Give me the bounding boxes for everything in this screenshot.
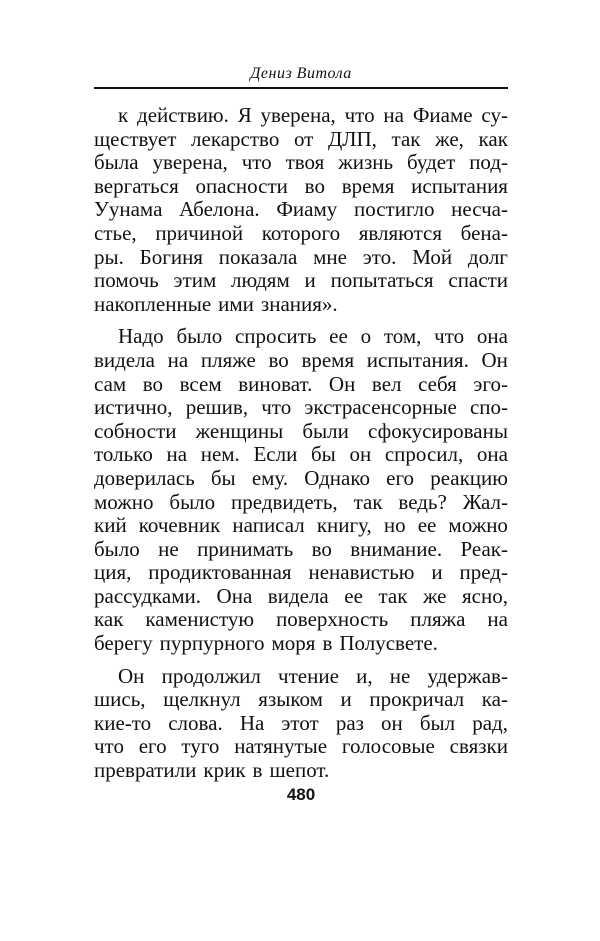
text-line: вергаться опасности во время испытания [94, 173, 508, 198]
text-line: шись, щелкнул языком и прокричал ка- [94, 687, 508, 712]
paragraph [94, 104, 508, 316]
text-line: собности женщины были сфокусированы [94, 418, 508, 443]
text-line: сам во всем виноват. Он вел себя эго- [94, 371, 508, 396]
text-line: ществует лекарство от ДЛП, так же, как [94, 126, 508, 151]
paragraph [94, 665, 508, 783]
text-line: превратили крик в шепот. [94, 758, 330, 783]
text-line: можно было предвидеть, так ведь? Жал- [94, 489, 508, 514]
text-line: доверилась бы ему. Однако его реакцию [94, 465, 508, 490]
text-line: кий кочевник написал книгу, но ее можно [94, 513, 508, 538]
text-line: помочь этим людям и попытаться спасти [94, 268, 508, 293]
text-line: истично, решив, что экстрасенсорные спо- [94, 395, 508, 420]
text-line: была уверена, что твоя жизнь будет под- [94, 150, 508, 175]
text-line: было не принимать во внимание. Реак- [94, 536, 508, 561]
text-line: к действию. Я уверена, что на Фиаме су- [118, 103, 508, 127]
text-line: ры. Богиня показала мне это. Мой долг [94, 244, 508, 269]
text-line: Уунама Абелона. Фиаму постигло несча- [94, 197, 508, 222]
text-line: рассудками. Она видела ее так же ясно, [94, 583, 508, 608]
running-head-author: Дениз Витола [250, 65, 352, 82]
body-text [94, 104, 508, 783]
text-line: накопленные ими знания». [94, 291, 338, 316]
text-line: стье, причиной которого являются бена- [94, 220, 508, 245]
text-line: только на нем. Если бы он спросил, она [94, 442, 508, 467]
text-line: кие-то слова. На этот раз он был рад, [94, 710, 508, 735]
text-line: видела на пляже во время испытания. Он [94, 347, 508, 372]
header-rule [94, 87, 508, 89]
text-line: Надо было спросить ее о том, что она [118, 324, 508, 349]
text-line: как каменистую поверхность пляжа на [94, 607, 508, 632]
text-line: что его туго натянутые голосовые связки [94, 734, 508, 759]
text-line: ция, продиктованная ненавистью и пред- [94, 560, 508, 585]
text-line: Он продолжил чтение и, не удержав- [118, 663, 508, 688]
text-line: берегу пурпурного моря в Полусвете. [94, 631, 438, 656]
paragraph [94, 325, 508, 655]
page-number: 480 [286, 785, 316, 804]
